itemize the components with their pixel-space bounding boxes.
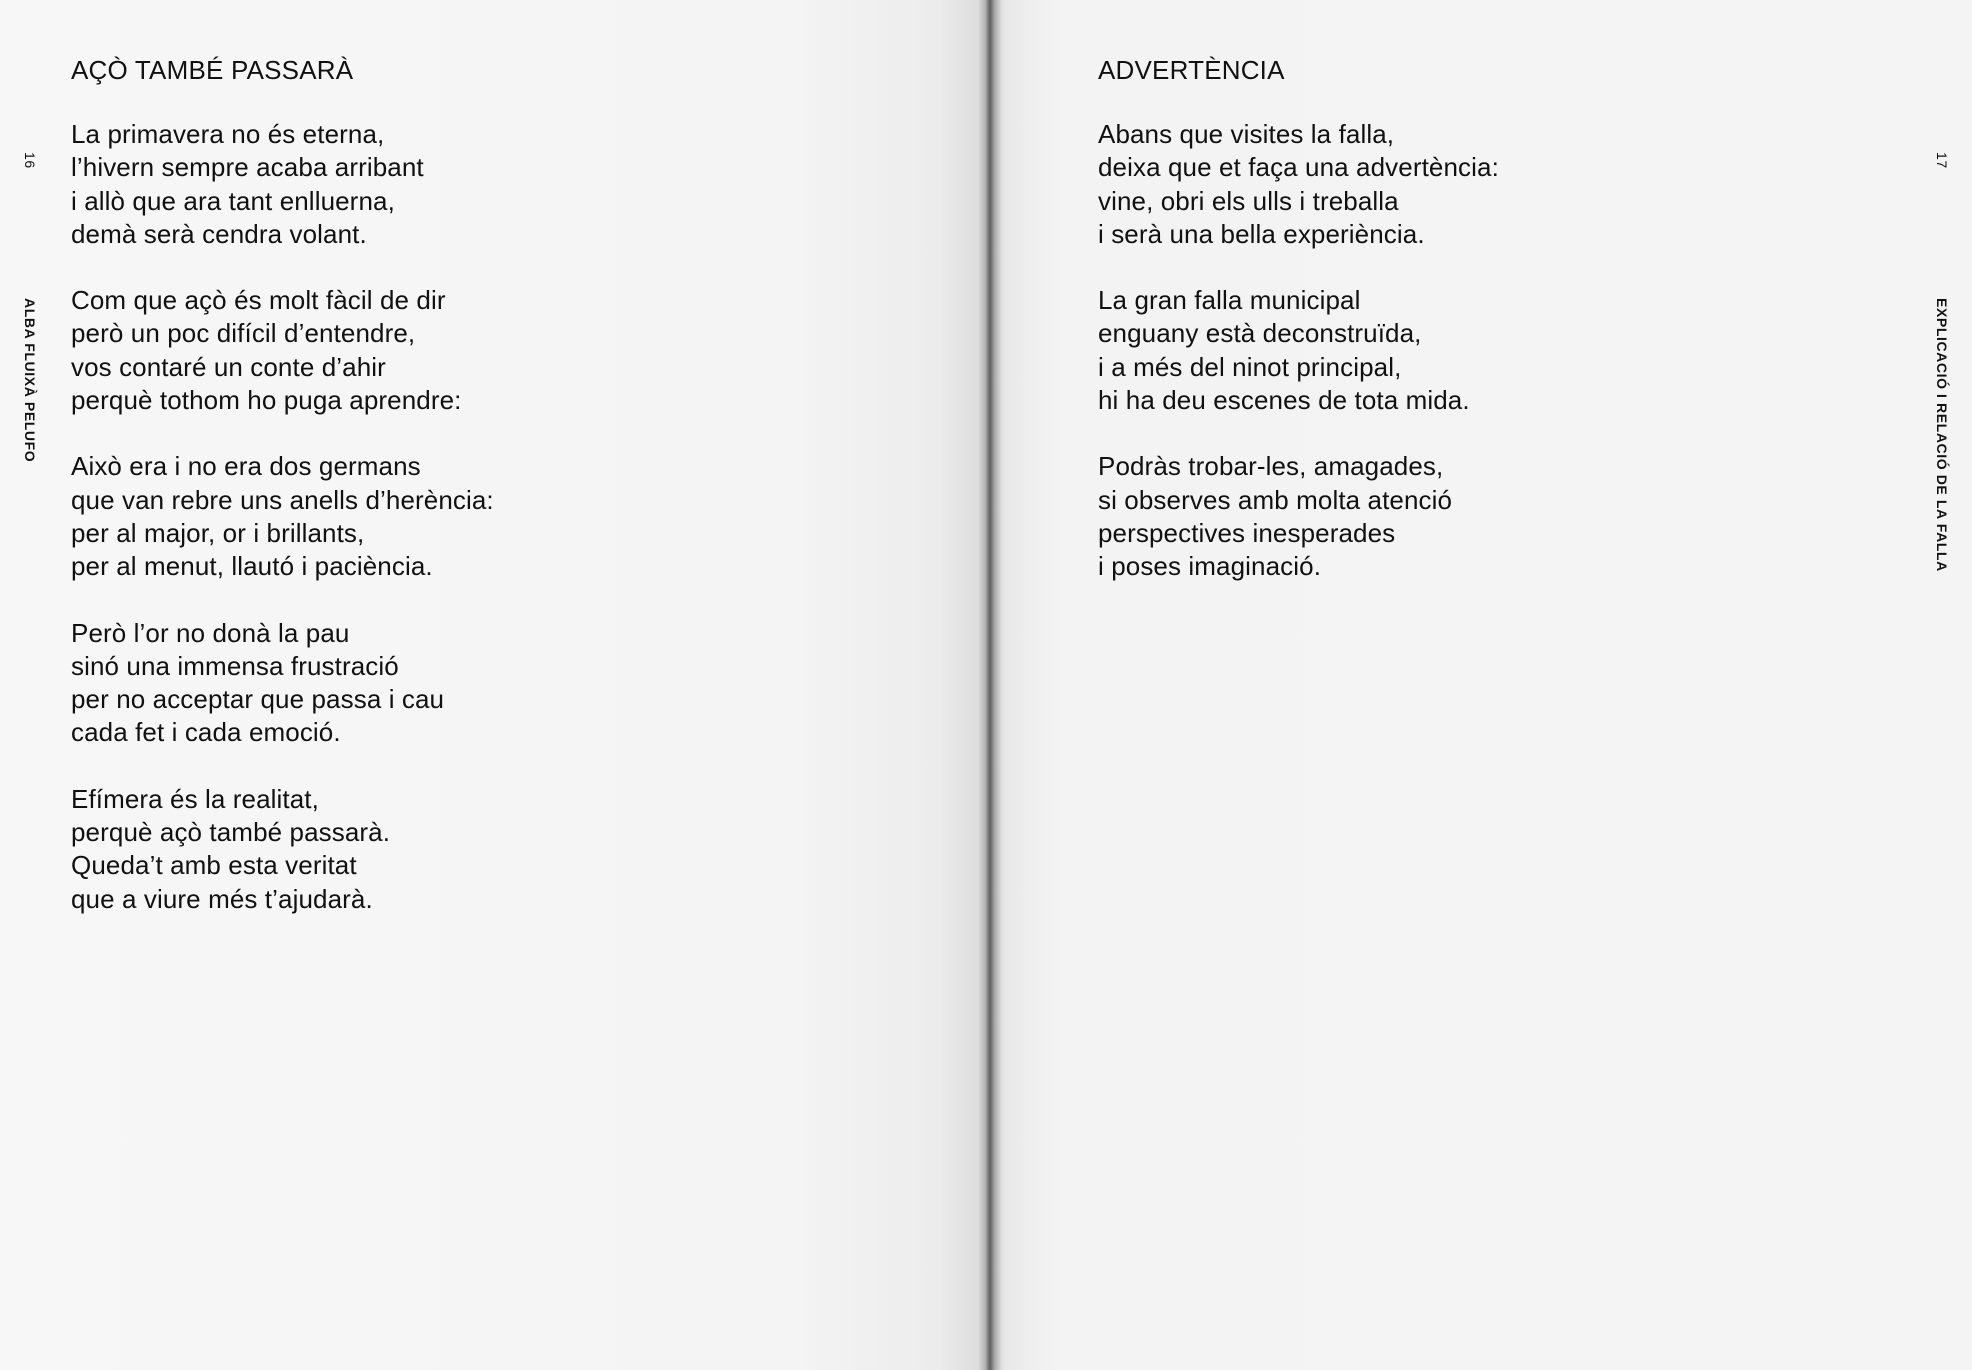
poem-line: Abans que visites la falla, [1098,119,1395,149]
poem-line: perquè açò també passarà. [71,817,391,848]
book-gutter-shadow [978,0,1002,1370]
poem-line: Això era i no era dos germans [71,451,421,482]
right-page-number: 17 [1934,152,1950,169]
poem-line: demà serà cendra volant. [71,218,367,249]
poem-line: La primavera no és eterna, [71,119,385,149]
stanza [71,617,494,750]
poem-line: per al major, or i brillants, [71,517,365,548]
poem-line: enguany està deconstruïda, [1098,318,1422,349]
poem-line: vine, obri els ulls i treballa [1098,185,1399,216]
stanza [1098,450,1499,583]
left-running-head: ALBA FLUIXÀ PELUFO [22,298,38,463]
poem-line: deixa que et faça una advertència: [1098,152,1499,183]
poem-line: Però l’or no donà la pau [71,617,350,648]
poem-line: i poses imaginació. [1098,551,1322,582]
poem-line: per no acceptar que passa i cau [71,684,445,715]
stanza [71,450,494,583]
poem-line: Com que açò és molt fàcil de dir [71,285,446,316]
stanza [71,118,494,251]
stanza [1098,118,1499,251]
poem-line: perspectives inesperades [1098,517,1396,548]
poem-line: Podràs trobar-les, amagades, [1098,451,1444,482]
poem-line: cada fet i cada emoció. [71,717,341,748]
poem-line: sinó una immensa frustració [71,650,399,681]
left-page-number: 16 [22,152,38,169]
poem-line: i allò que ara tant enlluerna, [71,185,395,216]
poem-line: l’hivern sempre acaba arribant [71,152,424,183]
stanza [71,783,494,916]
poem-line: i serà una bella experiència. [1098,218,1425,249]
poem-line: que van rebre uns anells d’herència: [71,484,494,515]
poem-line: hi ha deu escenes de tota mida. [1098,385,1470,416]
poem-line: perquè tothom ho puga aprendre: [71,385,462,416]
stanza [1098,284,1499,417]
poem-line: si observes amb molta atenció [1098,484,1453,515]
right-page [988,0,1972,1370]
poem-line: però un poc difícil d’entendre, [71,318,416,349]
left-poem [71,52,494,949]
right-running-head: EXPLICACIÓ I RELACIÓ DE LA FALLA [1934,298,1950,572]
poem-line: vos contaré un conte d’ahir [71,351,386,382]
poem-line: Queda’t amb esta veritat [71,850,357,881]
poem-line: La gran falla municipal [1098,285,1361,316]
poem-line: que a viure més t’ajudarà. [71,883,373,914]
poem-line: Efímera és la realitat, [71,783,319,814]
stanza [71,284,494,417]
left-poem-title: AÇÒ TAMBÉ PASSARÀ [71,55,354,85]
poem-line: per al menut, llautó i paciència. [71,551,433,582]
poem-line: i a més del ninot principal, [1098,351,1402,382]
right-poem-title: ADVERTÈNCIA [1098,55,1285,85]
right-poem [1098,52,1499,617]
